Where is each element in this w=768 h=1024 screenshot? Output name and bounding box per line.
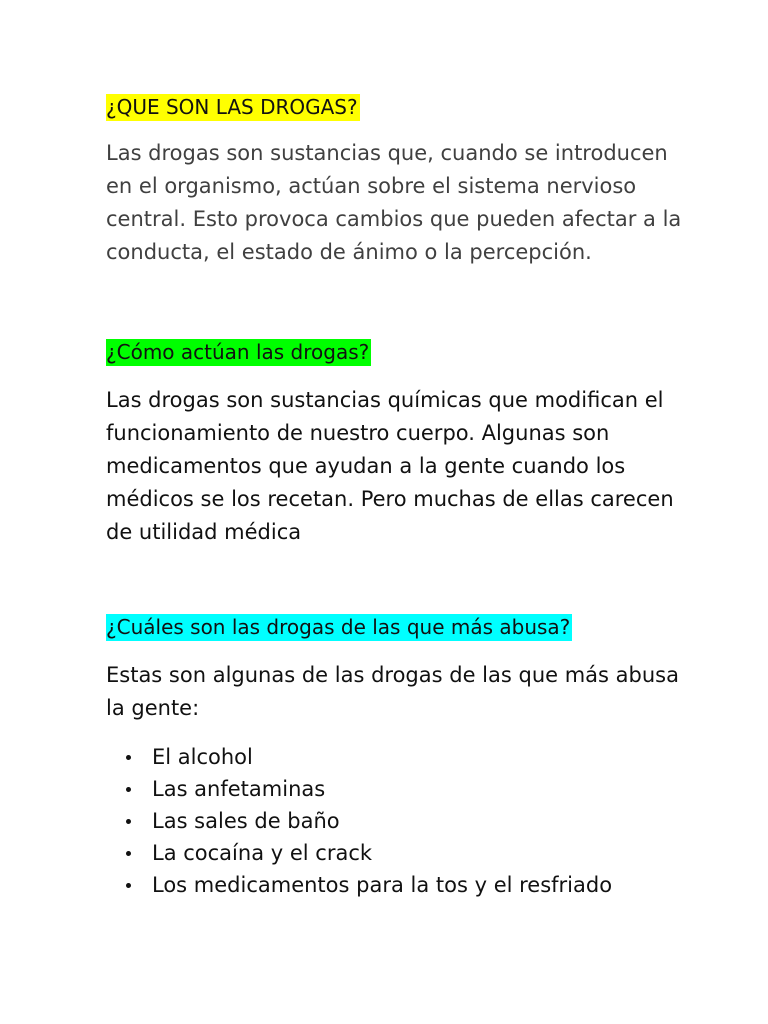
heading-highlight-yellow: ¿QUE SON LAS DROGAS?: [106, 95, 358, 119]
bullet-icon: [126, 819, 131, 824]
list-item: [106, 805, 612, 837]
paragraph-line: en el organismo, actúan sobre el sistema nervioso: [106, 174, 637, 198]
heading-highlight-cyan: ¿Cuáles son las drogas de las que más abusa?: [106, 615, 571, 639]
paragraph-line: Las drogas son sustancias que, cuando se introducen: [106, 141, 668, 165]
section-heading-que-son: [106, 92, 360, 122]
list-item-text: Las sales de baño: [152, 809, 340, 833]
heading-highlight-green: ¿Cómo actúan las drogas?: [106, 340, 370, 364]
list-item-text: Los medicamentos para la tos y el resfriado: [152, 873, 613, 897]
paragraph-line: central. Esto provoca cambios que pueden afectar a la: [106, 207, 682, 231]
section-heading-como-actuan: [106, 337, 371, 367]
bullet-icon: [126, 755, 131, 760]
bullet-icon: [126, 787, 131, 792]
list-item-text: La cocaína y el crack: [152, 841, 373, 865]
paragraph-que-son: [106, 137, 686, 269]
paragraph-line: Las drogas son sustancias químicas que modifican el: [106, 388, 664, 412]
paragraph-line: medicamentos que ayudan a la gente cuando los: [106, 454, 626, 478]
list-item-text: Las anfetaminas: [152, 777, 326, 801]
list-item: [106, 837, 612, 869]
list-item: [106, 741, 612, 773]
paragraph-line: la gente:: [106, 696, 200, 720]
paragraph-line: Estas son algunas de las drogas de las que más abusa: [106, 663, 679, 687]
paragraph-cuales-son: [106, 659, 686, 725]
list-item: [106, 773, 612, 805]
list-item: [106, 869, 612, 901]
drug-bullet-list: [106, 741, 612, 901]
list-item-text: El alcohol: [152, 745, 253, 769]
paragraph-line: médicos se los recetan. Pero muchas de ellas carecen: [106, 487, 674, 511]
bullet-icon: [126, 851, 131, 856]
section-heading-cuales-son: [106, 612, 572, 642]
bullet-icon: [126, 883, 131, 888]
paragraph-line: conducta, el estado de ánimo o la percepción.: [106, 240, 592, 264]
paragraph-line: de utilidad médica: [106, 520, 302, 544]
paragraph-como-actuan: [106, 384, 686, 549]
paragraph-line: funcionamiento de nuestro cuerpo. Algunas son: [106, 421, 610, 445]
